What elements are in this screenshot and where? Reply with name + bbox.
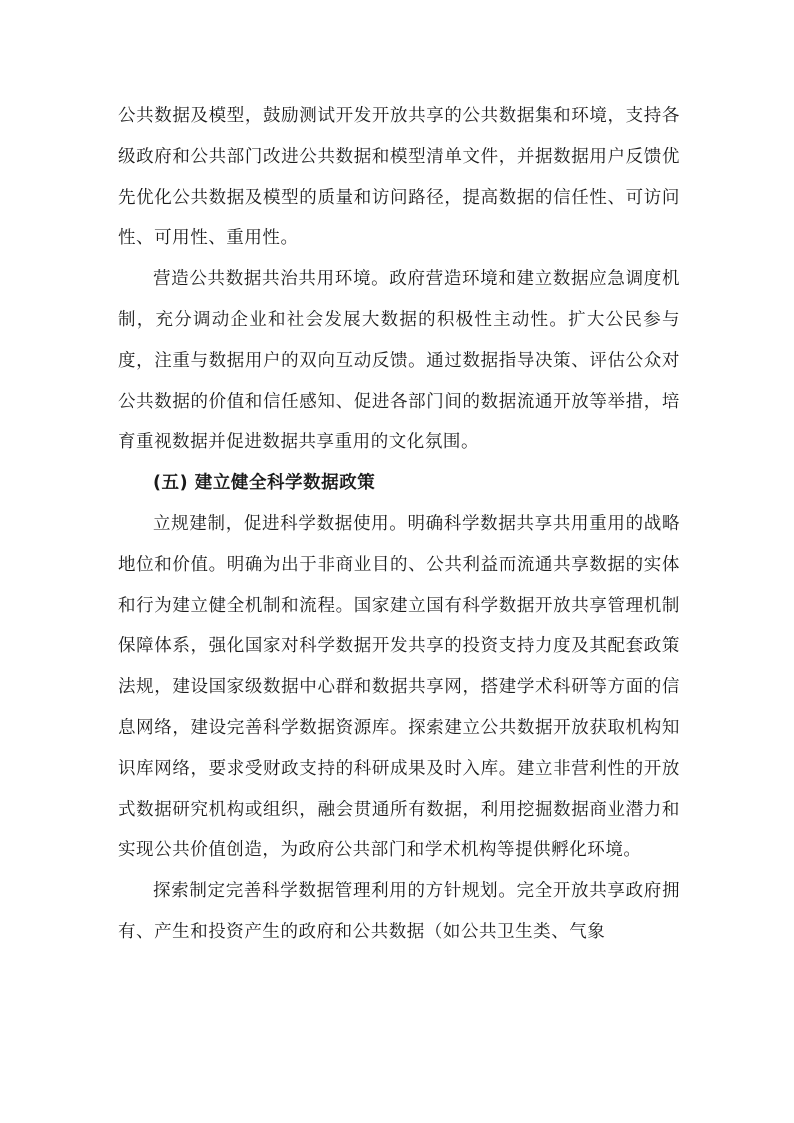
paragraph-co-governance-environment: 营造公共数据共治共用环境。政府营造环境和建立数据应急调度机制，充分调动企业和社会发展大数据的积极性主动性。扩大公民参与度，注重与数据用户的双向互动反馈。通过数据指导决策、评估公众对公共数据的价值和信任感知、促进各部门间的数据流通开放等举措，培育重视数据并促进数据共享重用的文化氛围。 xyxy=(118,269,680,453)
paragraph-public-data-models: 公共数据及模型，鼓励测试开发开放共享的公共数据集和环境，支持各级政府和公共部门改进公共数据和模型清单文件，并据数据用户反馈优先优化公共数据及模型的质量和访问路径，提高数据的信任性、可访问性、可用性、重用性。 xyxy=(118,106,680,249)
paragraph-scientific-data-planning: 探索制定完善科学数据管理利用的方针规划。完全开放共享政府拥有、产生和投资产生的政府和公共数据（如公共卫生类、气象 xyxy=(118,881,680,942)
section-heading: (五) 建立健全科学数据政策 xyxy=(153,473,376,494)
paragraph-scientific-data-rules: 立规建制，促进科学数据使用。明确科学数据共享共用重用的战略地位和价值。明确为出于非商业目的、公共利益而流通共享数据的实体和行为建立健全机制和流程。国家建立国有科学数据开放共享管理机制保障体系，强化国家对科学数据开发共享的投资支持力度及其配套政策法规，建设国家级数据中心群和数据共享网，搭建学术科研等方面的信息网络，建设完善科学数据资源库。探索建立公共数据开放获取机构知识库网络，要求受财政支持的科研成果及时入库。建立非营利性的开放式数据研究机构或组织，融会贯通所有数据，利用挖掘数据商业潜力和实现公共价值创造，为政府公共部门和学术机构等提供孵化环境。 xyxy=(118,513,680,861)
document-page xyxy=(118,96,680,953)
